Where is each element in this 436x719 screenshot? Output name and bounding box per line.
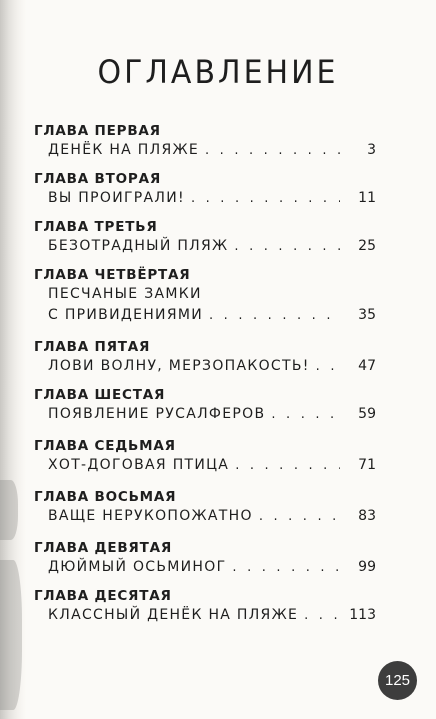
chapter-label: ГЛАВА ДЕВЯТАЯ (34, 540, 173, 556)
toc-entry (34, 122, 376, 161)
dot-leader (304, 605, 340, 626)
dot-leader (191, 188, 340, 209)
dot-leader (232, 557, 340, 578)
toc-entry (34, 587, 376, 626)
page-reference: 3 (367, 142, 376, 158)
page-reference: 25 (358, 238, 376, 254)
toc-line (34, 188, 376, 209)
chapter-title: ВАЩЕ НЕРУКОПОЖАТНО (48, 508, 253, 524)
toc-entry (34, 218, 376, 257)
page-reference: 83 (358, 508, 376, 524)
toc-entry (34, 386, 376, 425)
chapter-title: БЕЗОТРАДНЫЙ ПЛЯЖ (48, 238, 229, 254)
chapter-title-line: ПЕСЧАНЫЕ ЗАМКИ (48, 286, 202, 302)
chapter-title: ДЕНЁК НА ПЛЯЖЕ (48, 142, 200, 158)
dot-leader (234, 236, 340, 257)
toc-entry (34, 266, 376, 326)
chapter-title: КЛАССНЫЙ ДЕНЁК НА ПЛЯЖЕ (48, 607, 299, 623)
toc-line (34, 356, 376, 377)
dot-leader (271, 404, 340, 425)
page-reference: 113 (349, 607, 376, 623)
page-number-badge: 125 (378, 661, 417, 700)
page-reference: 71 (358, 457, 376, 473)
toc-entry (34, 170, 376, 209)
chapter-label: ГЛАВА ДЕСЯТАЯ (34, 588, 172, 604)
toc-line (34, 557, 376, 578)
toc-line (34, 236, 376, 257)
chapter-title: ХОТ-ДОГОВАЯ ПТИЦА (48, 457, 230, 473)
dot-leader (209, 305, 340, 326)
toc-line (34, 455, 376, 476)
chapter-title: ПОЯВЛЕНИЕ РУСАЛФЕРОВ (48, 406, 266, 422)
page-reference: 59 (358, 406, 376, 422)
chapter-label: ГЛАВА ЧЕТВЁРТАЯ (34, 267, 191, 283)
chapter-label: ГЛАВА ВТОРАЯ (34, 171, 162, 187)
toc-line (34, 506, 376, 527)
dot-leader (316, 356, 340, 377)
chapter-label: ГЛАВА ШЕСТАЯ (34, 387, 166, 403)
chapter-label: ГЛАВА ПЕРВАЯ (34, 123, 161, 139)
toc-line (34, 404, 376, 425)
page-reference: 11 (358, 190, 376, 206)
toc-entry (34, 437, 376, 476)
chapter-label: ГЛАВА СЕДЬМАЯ (34, 438, 176, 454)
toc-entry (34, 338, 376, 377)
chapter-title: ДЮЙМЫЙ ОСЬМИНОГ (48, 559, 227, 575)
toc-line (34, 305, 376, 326)
page-reference: 35 (358, 307, 376, 323)
page-reference: 47 (358, 358, 376, 374)
toc-entry (34, 539, 376, 578)
chapter-title-line: С ПРИВИДЕНИЯМИ (48, 307, 204, 323)
dot-leader (205, 140, 340, 161)
page-reference: 99 (358, 559, 376, 575)
chapter-title: ВЫ ПРОИГРАЛИ! (48, 190, 185, 206)
edge-smudge (0, 480, 18, 540)
chapter-title: ЛОВИ ВОЛНУ, МЕРЗОПАКОСТЬ! (48, 358, 310, 374)
toc-entry (34, 488, 376, 527)
chapter-label: ГЛАВА ПЯТАЯ (34, 339, 151, 355)
dot-leader (235, 455, 340, 476)
chapter-label: ГЛАВА ТРЕТЬЯ (34, 219, 158, 235)
page-left-edge-shadow (0, 0, 26, 719)
toc-line (34, 605, 376, 626)
toc-line (34, 140, 376, 161)
dot-leader (259, 506, 340, 527)
chapter-label: ГЛАВА ВОСЬМАЯ (34, 489, 177, 505)
page-title: ОГЛАВЛЕНИЕ (97, 54, 339, 92)
edge-smudge (0, 560, 22, 710)
